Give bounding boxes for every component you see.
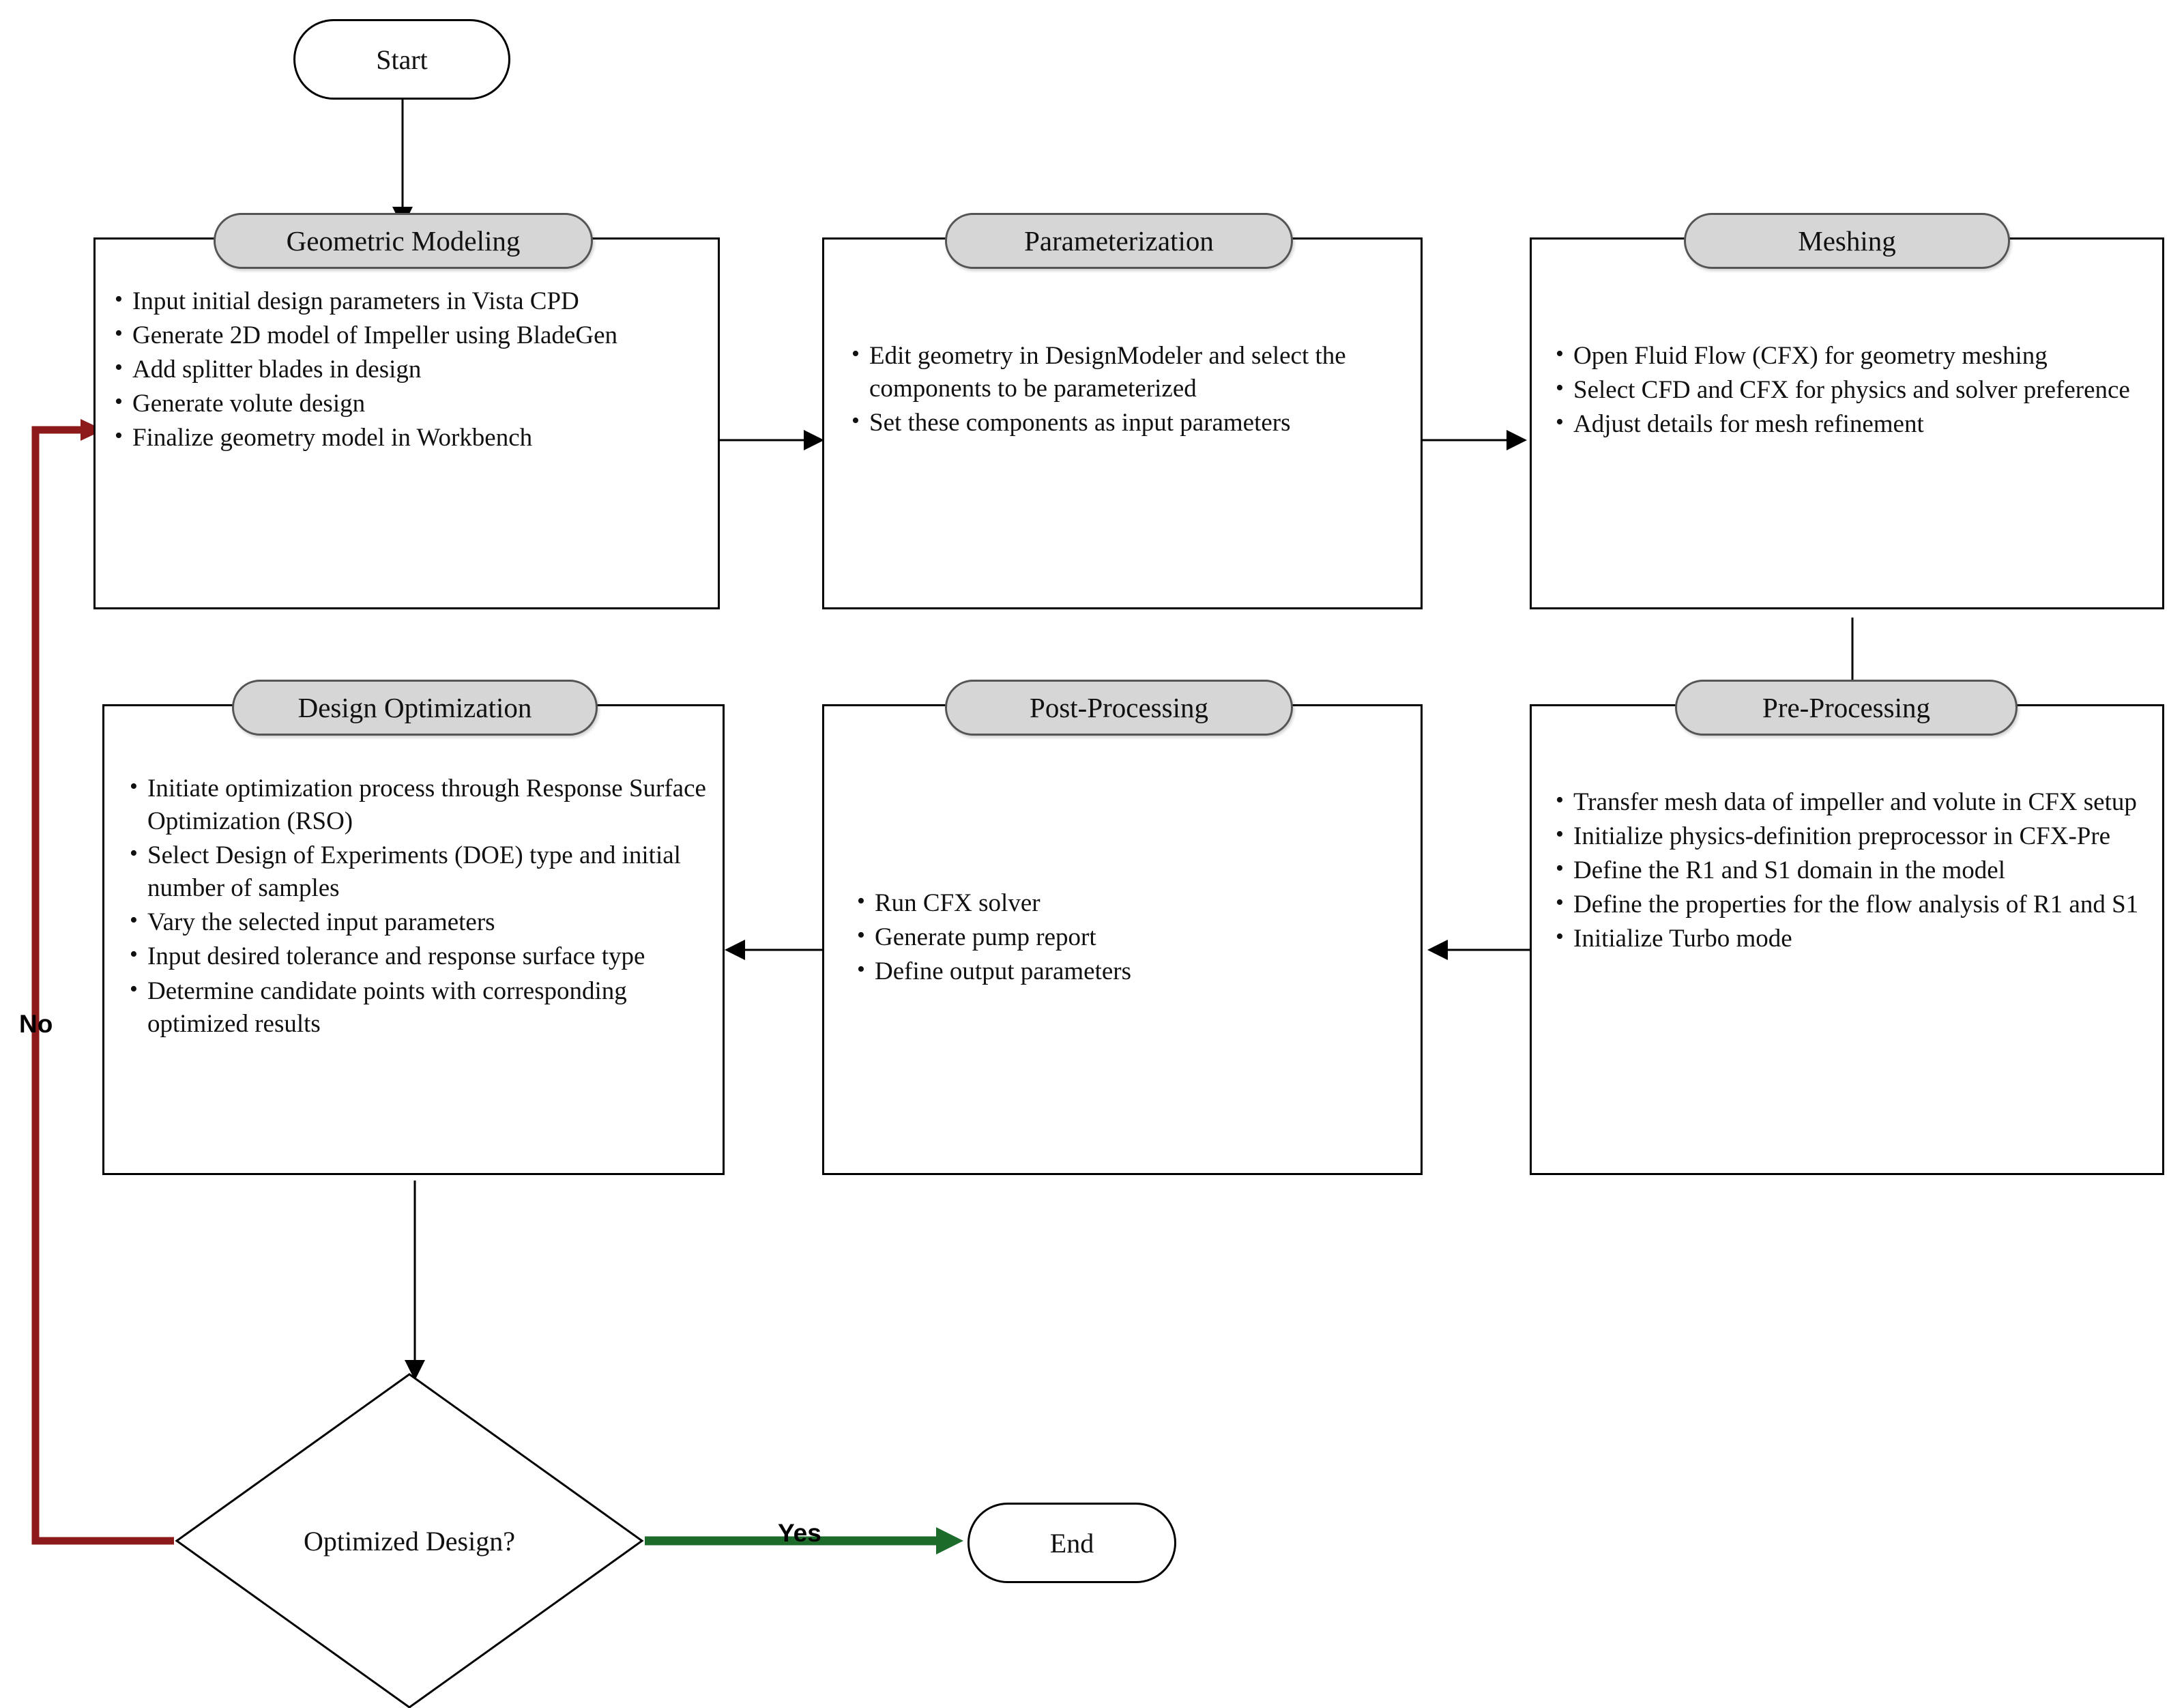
process-title: Parameterization: [1024, 225, 1214, 257]
list-item: • Define the R1 and S1 domain in the model: [1550, 854, 2157, 887]
decision-node-optimized-design: [174, 1372, 645, 1708]
list-item: • Adjust details for mesh refinement: [1550, 408, 2151, 441]
list-item: • Generate volute design: [109, 388, 701, 420]
list-item: • Input desired tolerance and response surface type: [124, 940, 719, 973]
edge-label-yes: Yes: [778, 1519, 821, 1547]
process-body-design-optimization: [124, 772, 719, 1042]
process-title: Pre-Processing: [1762, 692, 1930, 723]
process-header-design-optimization: [232, 680, 598, 736]
process-item-list: [846, 340, 1406, 439]
list-item: • Initiate optimization process through Response Surface Optimization (RSO): [124, 772, 719, 838]
process-body-parameterization: [846, 340, 1406, 441]
list-item: • Determine candidate points with corresponding optimized results: [124, 975, 719, 1041]
decision-label: Optimized Design?: [304, 1526, 515, 1557]
list-item: • Select Design of Experiments (DOE) type and initial number of samples: [124, 839, 719, 905]
edge-label-no: No: [19, 1010, 53, 1038]
list-item: • Select CFD and CFX for physics and solver preference: [1550, 374, 2151, 407]
list-item: • Run CFX solver: [851, 887, 1397, 920]
list-item: • Open Fluid Flow (CFX) for geometry meshing: [1550, 340, 2151, 373]
process-body-geometric-modeling: [109, 285, 701, 456]
list-item: • Initialize physics-definition preprocessor in CFX-Pre: [1550, 820, 2157, 853]
process-body-post-processing: [851, 887, 1397, 989]
process-title: Post-Processing: [1030, 692, 1208, 723]
process-item-list: [1550, 340, 2151, 441]
list-item: • Generate pump report: [851, 921, 1397, 954]
process-header-meshing: [1684, 213, 2010, 269]
process-header-post-processing: [945, 680, 1293, 736]
start-terminator: [293, 19, 510, 100]
process-item-list: [124, 772, 719, 1041]
list-item: • Add splitter blades in design: [109, 353, 701, 386]
process-body-pre-processing: [1550, 786, 2157, 957]
list-item: • Edit geometry in DesignModeler and select the components to be parameterized: [846, 340, 1406, 405]
process-header-pre-processing: [1675, 680, 2018, 736]
list-item: • Define output parameters: [851, 955, 1397, 988]
list-item: • Define the properties for the flow analysis of R1 and S1: [1550, 888, 2157, 921]
list-item: • Set these components as input parameters: [846, 407, 1406, 439]
start-label: Start: [376, 44, 428, 75]
list-item: • Finalize geometry model in Workbench: [109, 422, 701, 454]
process-title: Meshing: [1798, 225, 1896, 257]
end-label: End: [1049, 1527, 1094, 1559]
process-item-list: [109, 285, 701, 454]
list-item: • Input initial design parameters in Vista CPD: [109, 285, 701, 318]
list-item: • Generate 2D model of Impeller using BladeGen: [109, 319, 701, 352]
process-item-list: [1550, 786, 2157, 955]
process-header-parameterization: [945, 213, 1293, 269]
process-title: Design Optimization: [297, 692, 532, 723]
list-item: • Vary the selected input parameters: [124, 906, 719, 939]
process-body-meshing: [1550, 340, 2151, 442]
process-header-geometric-modeling: [214, 213, 593, 269]
end-terminator: [967, 1503, 1176, 1583]
process-item-list: [851, 887, 1397, 988]
process-title: Geometric Modeling: [286, 225, 521, 257]
list-item: • Transfer mesh data of impeller and volute in CFX setup: [1550, 786, 2157, 819]
list-item: • Initialize Turbo mode: [1550, 923, 2157, 955]
